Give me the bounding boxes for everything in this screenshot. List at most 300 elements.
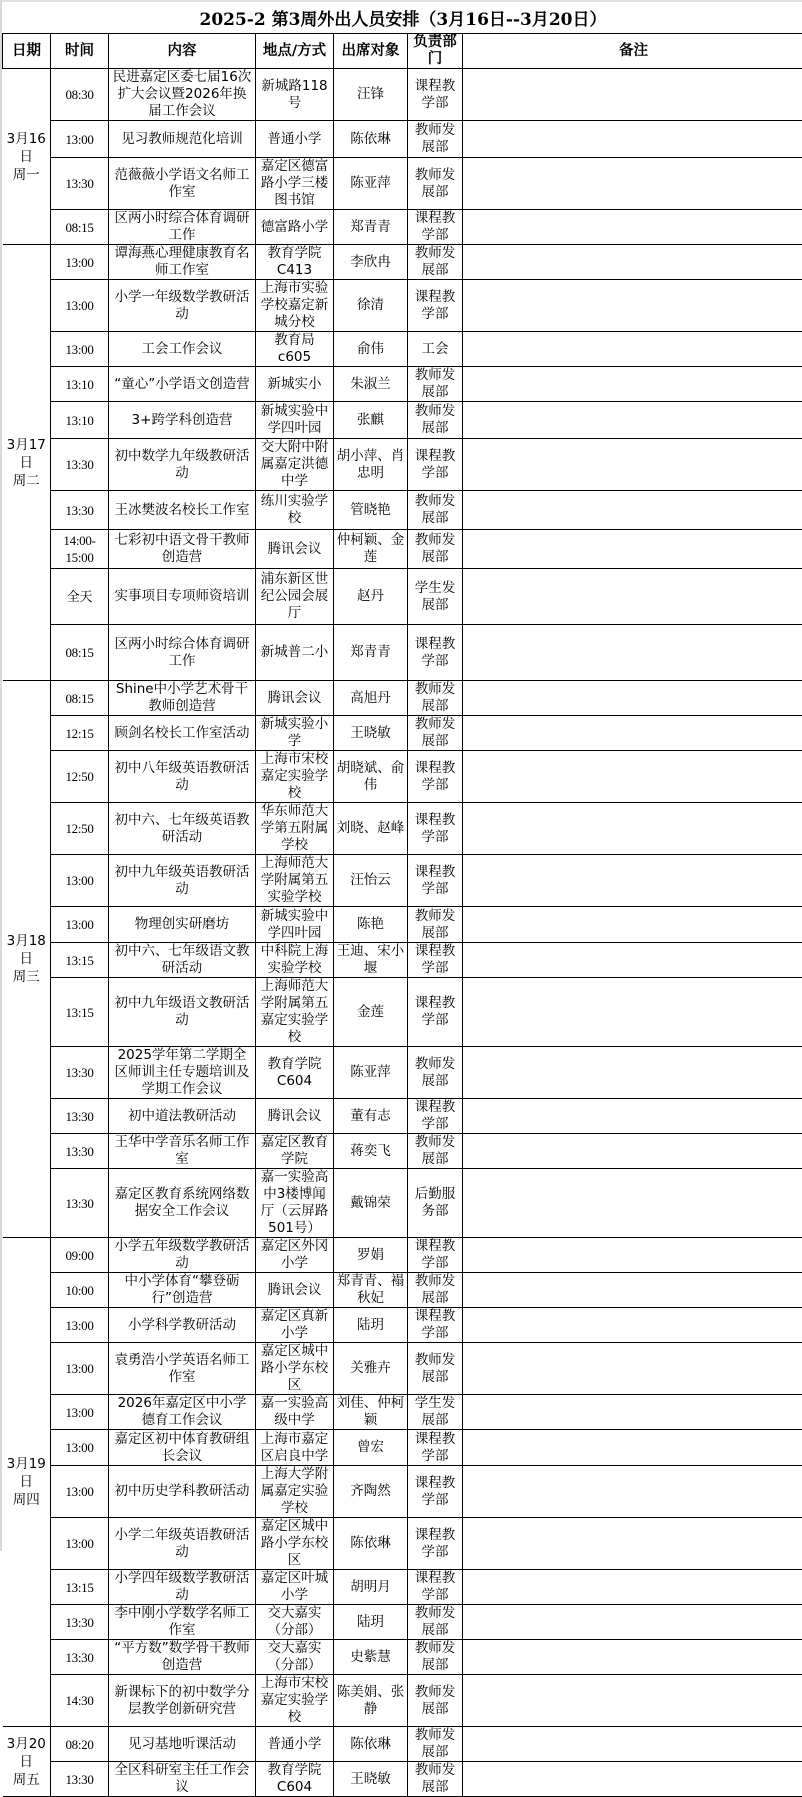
header-content: 内容 — [109, 34, 256, 69]
content-cell: 初中九年级语文教研活动 — [109, 978, 256, 1047]
weekday-label: 周一 — [5, 166, 49, 184]
attendee-cell: 陈依琳 — [334, 121, 408, 158]
note-cell — [463, 158, 802, 210]
date-cell — [3, 681, 51, 1238]
time-cell: 12:15 — [51, 716, 109, 751]
location-cell: 上海师范大学附属第五实验学校 — [256, 855, 334, 907]
table-row — [3, 1605, 802, 1640]
content-cell: 嘉定区教育系统网络数据安全工作会议 — [109, 1169, 256, 1238]
location-cell: 嘉定区教育学院 — [256, 1134, 334, 1169]
attendee-cell: 俞伟 — [334, 332, 408, 367]
date-cell — [3, 1727, 51, 1797]
department-cell: 教师发展部 — [408, 1047, 463, 1099]
time-cell: 13:00 — [51, 280, 109, 332]
location-cell: 浦东新区世纪公园会展厅 — [256, 569, 334, 625]
attendee-cell: 王晓敏 — [334, 716, 408, 751]
attendee-cell: 徐清 — [334, 280, 408, 332]
content-cell: 工会工作会议 — [109, 332, 256, 367]
time-cell: 13:30 — [51, 1047, 109, 1099]
table-row — [3, 210, 802, 245]
location-cell: 嘉定区叶城小学 — [256, 1570, 334, 1605]
table-row — [3, 332, 802, 367]
note-cell — [463, 907, 802, 943]
note-cell — [463, 332, 802, 367]
location-cell: 练川实验学校 — [256, 491, 334, 530]
table-row — [3, 803, 802, 855]
location-cell: 新城普二小 — [256, 625, 334, 681]
department-cell: 课程教学部 — [408, 1430, 463, 1466]
content-cell: 王冰樊波名校长工作室 — [109, 491, 256, 530]
time-cell: 13:30 — [51, 491, 109, 530]
content-cell: 初中九年级英语教研活动 — [109, 855, 256, 907]
location-cell: 新城实验中学四叶园 — [256, 907, 334, 943]
department-cell: 后勤服务部 — [408, 1169, 463, 1238]
time-cell: 12:50 — [51, 751, 109, 803]
note-cell — [463, 1466, 802, 1518]
time-cell: 13:00 — [51, 1518, 109, 1570]
note-cell — [463, 367, 802, 402]
note-cell — [463, 439, 802, 491]
attendee-cell: 罗娟 — [334, 1238, 408, 1273]
attendee-cell: 陈亚萍 — [334, 158, 408, 210]
location-cell: 腾讯会议 — [256, 681, 334, 716]
content-cell: 袁勇浩小学英语名师工作室 — [109, 1343, 256, 1395]
location-cell: 嘉定区城中路小学东校区 — [256, 1343, 334, 1395]
location-cell: 新城实验中学四叶园 — [256, 402, 334, 439]
content-cell: 初中八年级英语教研活动 — [109, 751, 256, 803]
table-row — [3, 1308, 802, 1343]
table-row — [3, 1640, 802, 1675]
department-cell: 课程教学部 — [408, 1308, 463, 1343]
weekday-label: 周五 — [5, 1771, 49, 1789]
content-cell: 2025学年第二学期全区师训主任专题培训及学期工作会议 — [109, 1047, 256, 1099]
attendee-cell: 李欣冉 — [334, 245, 408, 280]
time-cell: 08:15 — [51, 210, 109, 245]
table-row — [3, 978, 802, 1047]
location-cell: 普通小学 — [256, 1727, 334, 1762]
date-label: 3月18日 — [5, 932, 49, 968]
department-cell: 教师发展部 — [408, 1640, 463, 1675]
attendee-cell: 陈依琳 — [334, 1727, 408, 1762]
attendee-cell: 陈美娟、张静 — [334, 1675, 408, 1727]
table-header-row — [3, 34, 802, 69]
location-cell: 教育学院C413 — [256, 245, 334, 280]
department-cell: 课程教学部 — [408, 1099, 463, 1134]
department-cell: 教师发展部 — [408, 121, 463, 158]
location-cell: 普通小学 — [256, 121, 334, 158]
note-cell — [463, 402, 802, 439]
location-cell: 教育学院C604 — [256, 1047, 334, 1099]
note-cell — [463, 1343, 802, 1395]
time-cell: 13:15 — [51, 1570, 109, 1605]
location-cell: 上海市嘉定区启良中学 — [256, 1430, 334, 1466]
note-cell — [463, 530, 802, 569]
note-cell — [463, 1169, 802, 1238]
attendee-cell: 张麒 — [334, 402, 408, 439]
department-cell: 课程教学部 — [408, 803, 463, 855]
attendee-cell: 赵丹 — [334, 569, 408, 625]
table-row — [3, 1273, 802, 1308]
table-body — [3, 69, 802, 1797]
attendee-cell: 董有志 — [334, 1099, 408, 1134]
attendee-cell: 朱淑兰 — [334, 367, 408, 402]
time-cell: 13:15 — [51, 943, 109, 978]
time-cell: 13:30 — [51, 439, 109, 491]
attendee-cell: 胡小萍、肖忠明 — [334, 439, 408, 491]
location-cell: 交大嘉实（分部） — [256, 1640, 334, 1675]
location-cell: 新城实验小学 — [256, 716, 334, 751]
time-cell: 13:00 — [51, 1466, 109, 1518]
time-cell: 13:00 — [51, 245, 109, 280]
content-cell: 实事项目专项师资培训 — [109, 569, 256, 625]
attendee-cell: 曾宏 — [334, 1430, 408, 1466]
location-cell: 上海市宋校嘉定实验学校 — [256, 1675, 334, 1727]
page-title: 2025-2 第3周外出人员安排（3月16日--3月20日） — [2, 0, 802, 33]
table-row — [3, 1395, 802, 1430]
note-cell — [463, 978, 802, 1047]
department-cell: 教师发展部 — [408, 158, 463, 210]
location-cell: 中科院上海实验学校 — [256, 943, 334, 978]
note-cell — [463, 943, 802, 978]
content-cell: 区两小时综合体育调研工作 — [109, 210, 256, 245]
note-cell — [463, 1238, 802, 1273]
content-cell: 王华中学音乐名师工作室 — [109, 1134, 256, 1169]
header-location: 地点/方式 — [256, 34, 334, 69]
time-cell: 13:00 — [51, 1308, 109, 1343]
weekday-label: 周三 — [5, 968, 49, 986]
table-row — [3, 569, 802, 625]
time-cell: 13:10 — [51, 367, 109, 402]
schedule-table — [2, 33, 802, 1797]
content-cell: 初中数学九年级教研活动 — [109, 439, 256, 491]
location-cell: 交大附中附属嘉定洪德中学 — [256, 439, 334, 491]
time-cell: 13:00 — [51, 1395, 109, 1430]
attendee-cell: 陈艳 — [334, 907, 408, 943]
attendee-cell: 高旭丹 — [334, 681, 408, 716]
content-cell: 初中六、七年级语文教研活动 — [109, 943, 256, 978]
department-cell: 教师发展部 — [408, 1605, 463, 1640]
content-cell: 物理创实研磨坊 — [109, 907, 256, 943]
time-cell: 08:15 — [51, 681, 109, 716]
note-cell — [463, 1047, 802, 1099]
department-cell: 课程教学部 — [408, 978, 463, 1047]
table-row — [3, 625, 802, 681]
table-row — [3, 402, 802, 439]
note-cell — [463, 491, 802, 530]
table-row — [3, 1430, 802, 1466]
attendee-cell: 汪锋 — [334, 69, 408, 121]
content-cell: 谭海燕心理健康教育名师工作室 — [109, 245, 256, 280]
department-cell: 课程教学部 — [408, 943, 463, 978]
department-cell: 课程教学部 — [408, 751, 463, 803]
location-cell: 华东师范大学第五附属学校 — [256, 803, 334, 855]
date-label: 3月16日 — [5, 130, 49, 166]
note-cell — [463, 625, 802, 681]
table-row — [3, 1518, 802, 1570]
department-cell: 课程教学部 — [408, 69, 463, 121]
department-cell: 教师发展部 — [408, 907, 463, 943]
location-cell: 交大嘉实（分部） — [256, 1605, 334, 1640]
time-cell: 13:00 — [51, 332, 109, 367]
time-cell: 13:30 — [51, 1099, 109, 1134]
attendee-cell: 郑青青、褟秋妃 — [334, 1273, 408, 1308]
note-cell — [463, 1430, 802, 1466]
header-note: 备注 — [463, 34, 802, 69]
table-row — [3, 439, 802, 491]
department-cell: 教师发展部 — [408, 1343, 463, 1395]
note-cell — [463, 1099, 802, 1134]
location-cell: 嘉定区外冈小学 — [256, 1238, 334, 1273]
attendee-cell: 王迪、宋小堰 — [334, 943, 408, 978]
attendee-cell: 蒋奕飞 — [334, 1134, 408, 1169]
time-cell: 13:15 — [51, 978, 109, 1047]
content-cell: 小学四年级数学教研活动 — [109, 1570, 256, 1605]
department-cell: 教师发展部 — [408, 1273, 463, 1308]
date-label: 3月19日 — [5, 1455, 49, 1491]
time-cell: 13:30 — [51, 1134, 109, 1169]
department-cell: 教师发展部 — [408, 1762, 463, 1797]
time-cell: 08:30 — [51, 69, 109, 121]
department-cell: 课程教学部 — [408, 280, 463, 332]
content-cell: 初中历史学科教研活动 — [109, 1466, 256, 1518]
time-cell: 全天 — [51, 569, 109, 625]
department-cell: 教师发展部 — [408, 491, 463, 530]
content-cell: 范薇薇小学语文名师工作室 — [109, 158, 256, 210]
note-cell — [463, 1727, 802, 1762]
table-row — [3, 280, 802, 332]
location-cell: 上海市实验学校嘉定新城分校 — [256, 280, 334, 332]
table-row — [3, 855, 802, 907]
date-label: 3月17日 — [5, 436, 49, 472]
note-cell — [463, 210, 802, 245]
content-cell: 七彩初中语文骨干教师创造营 — [109, 530, 256, 569]
content-cell: 全区科研室主任工作会议 — [109, 1762, 256, 1797]
attendee-cell: 仲柯颖、金莲 — [334, 530, 408, 569]
department-cell: 课程教学部 — [408, 1466, 463, 1518]
location-cell: 上海市宋校嘉定实验学校 — [256, 751, 334, 803]
table-row — [3, 1762, 802, 1797]
department-cell: 教师发展部 — [408, 681, 463, 716]
department-cell: 教师发展部 — [408, 245, 463, 280]
department-cell: 教师发展部 — [408, 1675, 463, 1727]
note-cell — [463, 1395, 802, 1430]
department-cell: 课程教学部 — [408, 1518, 463, 1570]
content-cell: 3+跨学科创造营 — [109, 402, 256, 439]
note-cell — [463, 1762, 802, 1797]
table-row — [3, 69, 802, 121]
content-cell: 小学一年级数学教研活动 — [109, 280, 256, 332]
content-cell: Shine中小学艺术骨干教师创造营 — [109, 681, 256, 716]
attendee-cell: 戴锦荣 — [334, 1169, 408, 1238]
table-row — [3, 530, 802, 569]
table-row — [3, 1238, 802, 1273]
table-row — [3, 1134, 802, 1169]
time-cell: 13:10 — [51, 402, 109, 439]
location-cell: 上海大学附属嘉定实验学校 — [256, 1466, 334, 1518]
department-cell: 教师发展部 — [408, 530, 463, 569]
attendee-cell: 王晓敏 — [334, 1762, 408, 1797]
note-cell — [463, 69, 802, 121]
department-cell: 课程教学部 — [408, 1238, 463, 1273]
attendee-cell: 胡明月 — [334, 1570, 408, 1605]
weekday-label: 周二 — [5, 472, 49, 490]
table-row — [3, 1570, 802, 1605]
weekday-label: 周四 — [5, 1491, 49, 1509]
table-row — [3, 751, 802, 803]
content-cell: 见习教师规范化培训 — [109, 121, 256, 158]
table-row — [3, 943, 802, 978]
location-cell: 嘉定区德富路小学三楼图书馆 — [256, 158, 334, 210]
table-row — [3, 907, 802, 943]
table-row — [3, 1169, 802, 1238]
content-cell: 顾剑名校长工作室活动 — [109, 716, 256, 751]
content-cell: 李中刚小学数学名师工作室 — [109, 1605, 256, 1640]
department-cell: 教师发展部 — [408, 1727, 463, 1762]
note-cell — [463, 121, 802, 158]
location-cell: 嘉定区真新小学 — [256, 1308, 334, 1343]
header-department: 负责部门 — [408, 34, 463, 69]
time-cell: 13:00 — [51, 1343, 109, 1395]
time-cell: 14:00-15:00 — [51, 530, 109, 569]
time-cell: 13:30 — [51, 158, 109, 210]
note-cell — [463, 245, 802, 280]
attendee-cell: 史紫慧 — [334, 1640, 408, 1675]
time-cell: 13:00 — [51, 855, 109, 907]
location-cell: 教育局c605 — [256, 332, 334, 367]
content-cell: 小学科学教研活动 — [109, 1308, 256, 1343]
content-cell: 嘉定区初中体育教研组长会议 — [109, 1430, 256, 1466]
table-row — [3, 245, 802, 280]
department-cell: 教师发展部 — [408, 716, 463, 751]
note-cell — [463, 569, 802, 625]
note-cell — [463, 1308, 802, 1343]
attendee-cell: 关雅卉 — [334, 1343, 408, 1395]
attendee-cell: 胡晓斌、俞伟 — [334, 751, 408, 803]
department-cell: 工会 — [408, 332, 463, 367]
time-cell: 09:00 — [51, 1238, 109, 1273]
table-row — [3, 1727, 802, 1762]
department-cell: 课程教学部 — [408, 1570, 463, 1605]
table-row — [3, 1099, 802, 1134]
time-cell: 13:30 — [51, 1762, 109, 1797]
location-cell: 上海师范大学附属第五嘉定实验学校 — [256, 978, 334, 1047]
content-cell: “童心”小学语文创造营 — [109, 367, 256, 402]
note-cell — [463, 1675, 802, 1727]
table-row — [3, 491, 802, 530]
attendee-cell: 金莲 — [334, 978, 408, 1047]
content-cell: 小学二年级英语教研活动 — [109, 1518, 256, 1570]
content-cell: 见习基地听课活动 — [109, 1727, 256, 1762]
header-date: 日期 — [3, 34, 51, 69]
note-cell — [463, 716, 802, 751]
note-cell — [463, 1605, 802, 1640]
attendee-cell: 郑青青 — [334, 210, 408, 245]
time-cell: 08:15 — [51, 625, 109, 681]
time-cell: 13:00 — [51, 121, 109, 158]
attendee-cell: 刘晓、赵峰 — [334, 803, 408, 855]
table-row — [3, 158, 802, 210]
attendee-cell: 陆玥 — [334, 1308, 408, 1343]
department-cell: 学生发展部 — [408, 569, 463, 625]
time-cell: 13:30 — [51, 1640, 109, 1675]
table-row — [3, 716, 802, 751]
note-cell — [463, 280, 802, 332]
attendee-cell: 陈亚萍 — [334, 1047, 408, 1099]
attendee-cell: 刘佳、仲柯颖 — [334, 1395, 408, 1430]
attendee-cell: 管晓艳 — [334, 491, 408, 530]
note-cell — [463, 803, 802, 855]
note-cell — [463, 1640, 802, 1675]
note-cell — [463, 681, 802, 716]
content-cell: 初中道法教研活动 — [109, 1099, 256, 1134]
content-cell: 民进嘉定区委七届16次扩大会议暨2026年换届工作会议 — [109, 69, 256, 121]
department-cell: 课程教学部 — [408, 625, 463, 681]
department-cell: 课程教学部 — [408, 439, 463, 491]
attendee-cell: 陈依琳 — [334, 1518, 408, 1570]
content-cell: 新课标下的初中数学分层教学创新研究营 — [109, 1675, 256, 1727]
time-cell: 14:30 — [51, 1675, 109, 1727]
date-cell — [3, 69, 51, 245]
table-row — [3, 681, 802, 716]
header-attendee: 出席对象 — [334, 34, 408, 69]
table-row — [3, 1343, 802, 1395]
table-row — [3, 367, 802, 402]
location-cell: 嘉一实验高中3楼博闻厅（云屏路501号） — [256, 1169, 334, 1238]
location-cell: 德富路小学 — [256, 210, 334, 245]
location-cell: 嘉一实验高级中学 — [256, 1395, 334, 1430]
table-row — [3, 1466, 802, 1518]
location-cell: 新城实小 — [256, 367, 334, 402]
date-cell — [3, 1238, 51, 1727]
time-cell: 12:50 — [51, 803, 109, 855]
content-cell: 中小学体育“攀登砺行”创造营 — [109, 1273, 256, 1308]
attendee-cell: 齐陶然 — [334, 1466, 408, 1518]
attendee-cell: 汪怡云 — [334, 855, 408, 907]
location-cell: 腾讯会议 — [256, 530, 334, 569]
note-cell — [463, 1570, 802, 1605]
content-cell: 区两小时综合体育调研工作 — [109, 625, 256, 681]
department-cell: 课程教学部 — [408, 855, 463, 907]
department-cell: 教师发展部 — [408, 402, 463, 439]
department-cell: 教师发展部 — [408, 367, 463, 402]
time-cell: 08:20 — [51, 1727, 109, 1762]
time-cell: 13:30 — [51, 1605, 109, 1640]
header-time: 时间 — [51, 34, 109, 69]
location-cell: 教育学院C604 — [256, 1762, 334, 1797]
table-row — [3, 1675, 802, 1727]
note-cell — [463, 1134, 802, 1169]
location-cell: 嘉定区城中路小学东校区 — [256, 1518, 334, 1570]
table-row — [3, 1047, 802, 1099]
department-cell: 教师发展部 — [408, 1134, 463, 1169]
date-label: 3月20日 — [5, 1735, 49, 1771]
note-cell — [463, 855, 802, 907]
time-cell: 13:00 — [51, 1430, 109, 1466]
department-cell: 课程教学部 — [408, 210, 463, 245]
location-cell: 腾讯会议 — [256, 1273, 334, 1308]
content-cell: 2026年嘉定区中小学德育工作会议 — [109, 1395, 256, 1430]
attendee-cell: 郑青青 — [334, 625, 408, 681]
time-cell: 10:00 — [51, 1273, 109, 1308]
time-cell: 13:00 — [51, 907, 109, 943]
department-cell: 学生发展部 — [408, 1395, 463, 1430]
note-cell — [463, 1518, 802, 1570]
time-cell: 13:30 — [51, 1169, 109, 1238]
content-cell: “平方数”数学骨干教师创造营 — [109, 1640, 256, 1675]
content-cell: 初中六、七年级英语教研活动 — [109, 803, 256, 855]
note-cell — [463, 1273, 802, 1308]
location-cell: 腾讯会议 — [256, 1099, 334, 1134]
